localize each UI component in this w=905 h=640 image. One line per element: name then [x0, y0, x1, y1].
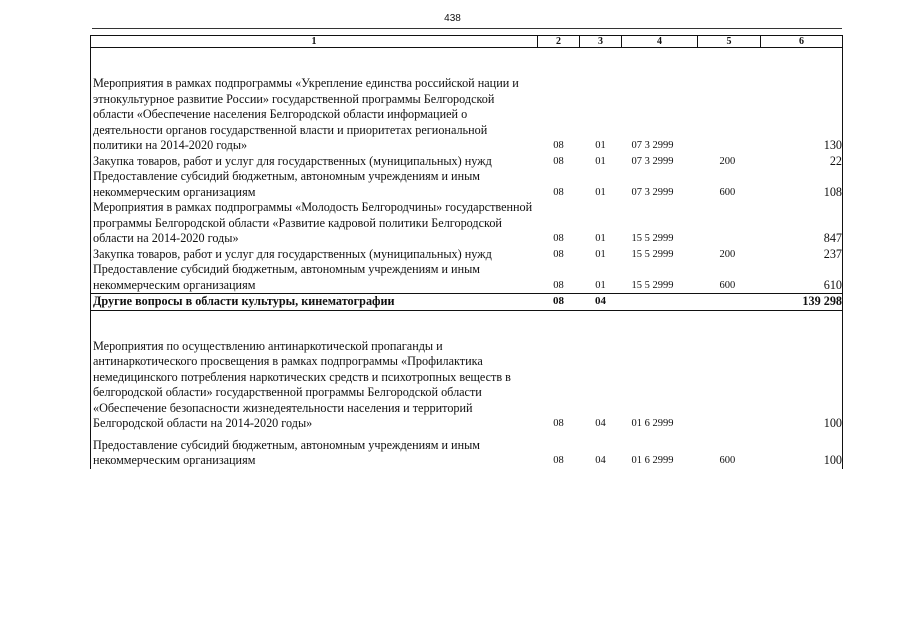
row-expense-type: 600	[719, 279, 736, 291]
row-target-item: 15 5 2999	[631, 248, 674, 260]
row-amount: 847	[761, 200, 843, 247]
row-subsection: 04	[595, 455, 606, 466]
row-target-item: 07 3 2999	[631, 155, 674, 167]
row-subsection: 01	[595, 248, 606, 260]
table-row	[91, 169, 843, 200]
row-subsection: 04	[580, 294, 622, 311]
top-rule	[92, 28, 842, 29]
header-cell: 6	[761, 36, 843, 48]
row-section: 08	[553, 186, 564, 198]
header-cell: 4	[622, 36, 698, 48]
row-expense-type	[698, 200, 761, 247]
row-subsection: 04	[595, 418, 606, 429]
row-amount: 100	[761, 310, 843, 432]
row-section: 08	[538, 294, 580, 311]
row-description: Мероприятия в рамках подпрограммы «Молодость Белгородчины» государственной программы Белгородской области «Развитие кадровой политики Белгородской области на 2014-2020 годы»	[91, 200, 538, 247]
row-section: 08	[553, 279, 564, 291]
row-description: Другие вопросы в области культуры, кинематографии	[91, 294, 538, 311]
row-expense-type: 200	[719, 155, 736, 167]
row-amount: 610	[761, 262, 843, 294]
row-description: Мероприятия в рамках подпрограммы «Укрепление единства российской нации и этнокультурное развитие России» государственной программы Белгородской области «Обеспечение населения Белгородской области информацией о деятельности органов государственной власти и приоритетах региональной политики на 2014-2020 годы»	[91, 48, 538, 154]
header-cell: 3	[580, 36, 622, 48]
row-target-item: 01 6 2999	[631, 455, 674, 466]
row-subsection: 01	[595, 186, 606, 198]
row-amount: 22	[761, 154, 843, 170]
table-row	[91, 247, 843, 263]
row-amount: 108	[761, 169, 843, 200]
row-description: Предоставление субсидий бюджетным, автономным учреждениям и иным некоммерческим организациям	[91, 432, 538, 469]
row-section: 08	[553, 233, 564, 244]
row-target-item: 15 5 2999	[631, 233, 674, 244]
row-subsection: 01	[595, 155, 606, 167]
row-section: 08	[553, 248, 564, 260]
header-cell: 5	[698, 36, 761, 48]
row-amount: 139 298	[761, 294, 843, 311]
table-row	[91, 200, 843, 247]
row-subsection: 01	[595, 140, 606, 151]
row-section: 08	[553, 140, 564, 151]
row-description: Мероприятия по осуществлению антинаркотической пропаганды и антинаркотического просвещения в рамках подпрограммы «Профилактика немедицинского потребления наркотических средств и психотропных веществ в белгородской области» государственной программы Белгородской области «Обеспечение безопасности жизнедеятельности населения и территорий Белгородской области на 2014-2020 годы»	[91, 310, 538, 432]
page-number: 438	[444, 13, 461, 24]
table-row	[91, 432, 843, 469]
row-target-item: 15 5 2999	[631, 279, 674, 291]
row-expense-type: 600	[719, 186, 736, 198]
table-row	[91, 154, 843, 170]
row-subsection: 01	[595, 233, 606, 244]
row-description: Закупка товаров, работ и услуг для государственных (муниципальных) нужд	[91, 154, 538, 170]
row-expense-type: 600	[719, 455, 736, 466]
row-description: Закупка товаров, работ и услуг для государственных (муниципальных) нужд	[91, 247, 538, 263]
row-expense-type	[698, 310, 761, 432]
header-cell: 1	[91, 36, 538, 48]
row-section: 08	[553, 418, 564, 429]
row-expense-type	[698, 48, 761, 154]
header-row	[91, 36, 843, 48]
header-cell: 2	[538, 36, 580, 48]
row-amount: 130	[761, 48, 843, 154]
row-expense-type	[698, 294, 761, 311]
row-subsection: 01	[595, 279, 606, 291]
table-row	[91, 294, 843, 311]
table-row	[91, 48, 843, 154]
table-row	[91, 262, 843, 294]
row-section: 08	[553, 455, 564, 466]
row-description: Предоставление субсидий бюджетным, автономным учреждениям и иным некоммерческим организациям	[91, 262, 538, 294]
row-target-item	[622, 294, 698, 311]
row-section: 08	[553, 155, 564, 167]
row-target-item: 07 3 2999	[631, 140, 674, 151]
budget-table	[90, 35, 843, 469]
row-target-item: 01 6 2999	[631, 418, 674, 429]
row-amount: 100	[761, 432, 843, 469]
row-expense-type: 200	[719, 248, 736, 260]
table-row	[91, 310, 843, 432]
row-target-item: 07 3 2999	[631, 186, 674, 198]
row-amount: 237	[761, 247, 843, 263]
row-description: Предоставление субсидий бюджетным, автономным учреждениям и иным некоммерческим организациям	[91, 169, 538, 200]
